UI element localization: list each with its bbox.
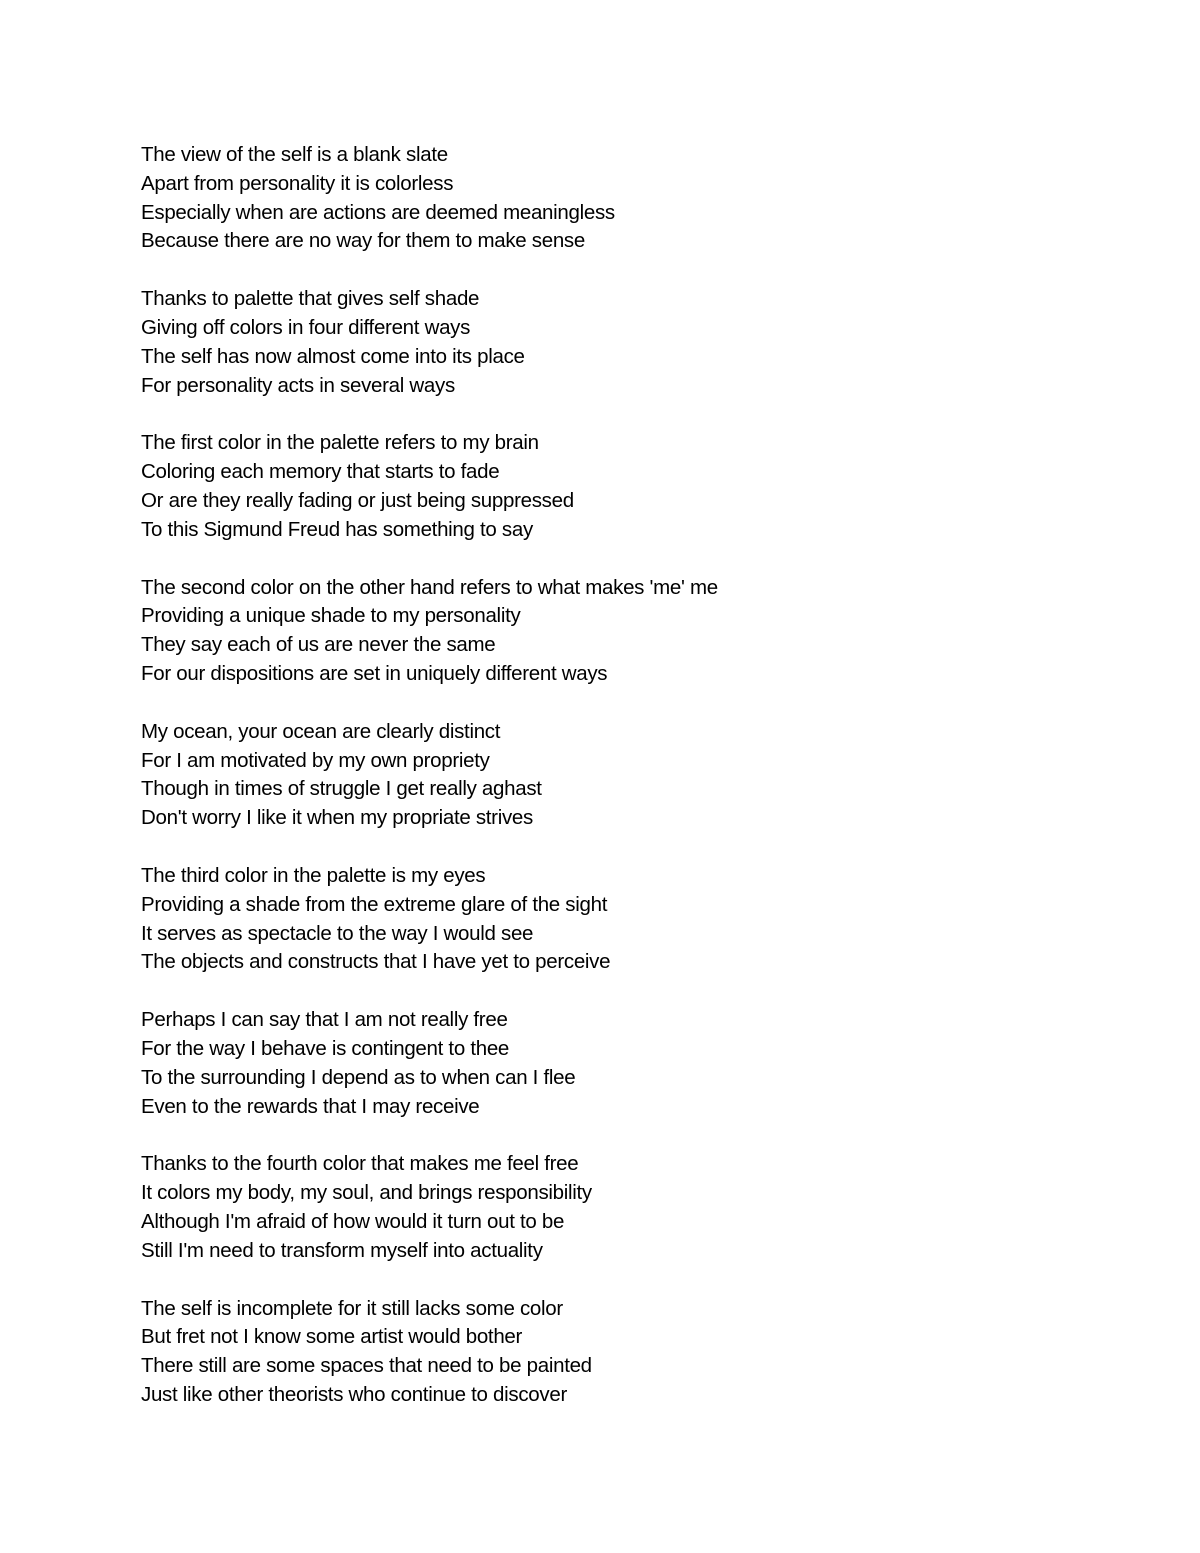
stanza: [141, 1295, 1141, 1410]
poem-line: Coloring each memory that starts to fade: [141, 460, 500, 484]
stanza: [141, 862, 1141, 977]
poem-line: They say each of us are never the same: [141, 633, 496, 657]
poem-line: The first color in the palette refers to my brain: [141, 431, 539, 455]
poem-line: It serves as spectacle to the way I would see: [141, 921, 534, 945]
stanza: [141, 1150, 1141, 1265]
poem-line: Although I'm afraid of how would it turn out to be: [141, 1209, 565, 1233]
poem-line: For our dispositions are set in uniquely different ways: [141, 661, 608, 685]
poem-line: The view of the self is a blank slate: [141, 143, 448, 166]
poem-line: For the way I behave is contingent to thee: [141, 1036, 510, 1060]
poem-line: The second color on the other hand refers to what makes 'me' me: [141, 575, 718, 599]
poem-line: Especially when are actions are deemed meaningless: [141, 200, 615, 224]
poem-line: But fret not I know some artist would bother: [141, 1325, 523, 1349]
poem-line: For personality acts in several ways: [141, 373, 455, 397]
poem-line: The third color in the palette is my eyes: [141, 863, 486, 887]
poem-line: Though in times of struggle I get really aghast: [141, 777, 542, 801]
poem-line: The self has now almost come into its place: [141, 344, 525, 368]
poem-line: Or are they really fading or just being suppressed: [141, 488, 574, 512]
poem-body: [141, 141, 1141, 1439]
poem-line: Don't worry I like it when my propriate strives: [141, 806, 533, 830]
poem-line: There still are some spaces that need to be painted: [141, 1354, 592, 1378]
poem-line: Apart from personality it is colorless: [141, 171, 454, 195]
poem-line: Because there are no way for them to make sense: [141, 229, 585, 253]
poem-line: It colors my body, my soul, and brings responsibility: [141, 1181, 592, 1205]
stanza: [141, 285, 1141, 400]
poem-line: Providing a unique shade to my personality: [141, 604, 521, 628]
stanza: [141, 429, 1141, 544]
poem-line: For I am motivated by my own propriety: [141, 748, 490, 772]
stanza: [141, 574, 1141, 689]
stanza: [141, 1006, 1141, 1121]
poem-line: Perhaps I can say that I am not really free: [141, 1008, 508, 1032]
stanza: [141, 718, 1141, 833]
poem-line: To this Sigmund Freud has something to say: [141, 517, 533, 541]
poem-line: The objects and constructs that I have yet to perceive: [141, 950, 611, 974]
poem-line: Still I'm need to transform myself into actuality: [141, 1238, 543, 1262]
poem-line: Thanks to palette that gives self shade: [141, 287, 480, 311]
poem-line: Even to the rewards that I may receive: [141, 1094, 480, 1118]
poem-line: To the surrounding I depend as to when can I flee: [141, 1065, 576, 1089]
poem-line: Just like other theorists who continue to discover: [141, 1382, 567, 1406]
poem-line: Thanks to the fourth color that makes me feel free: [141, 1152, 579, 1176]
stanza: [141, 141, 1141, 256]
poem-line: The self is incomplete for it still lacks some color: [141, 1296, 563, 1320]
poem-line: My ocean, your ocean are clearly distinct: [141, 719, 501, 743]
poem-line: Providing a shade from the extreme glare of the sight: [141, 892, 608, 916]
poem-line: Giving off colors in four different ways: [141, 315, 471, 339]
